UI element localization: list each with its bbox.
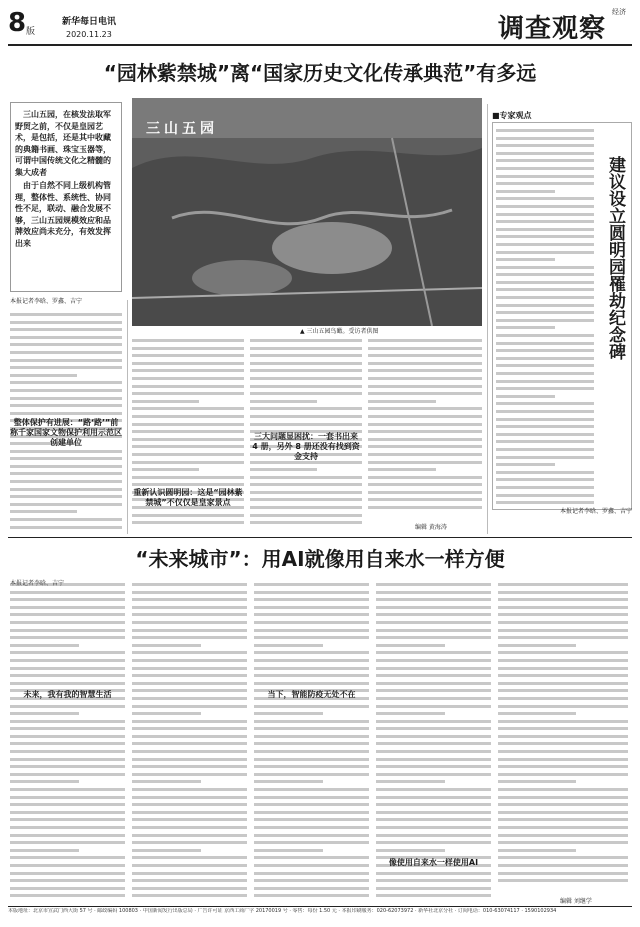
section-divider	[8, 537, 632, 538]
publication-date: 2020.11.23	[66, 30, 112, 39]
photo-label: 三山五园	[146, 121, 218, 137]
lead-paragraph: 由于自然不同上级机构管理，整体性、系统性、协同性不足，联动、融合发展不够，三山五园规模效应和品牌效应尚未充分，有效发挥出来	[15, 180, 111, 248]
subhead-ai-water: 像使用自来水一样使用AI	[388, 858, 479, 867]
article2-col-2	[132, 580, 247, 900]
footer-info: 本版地址：北京市宣武门西大街 57 号 · 邮政编码 100803 · 中国新闻发行出版总局 · 广告许可证 京西工商广字 20170019 号 · 零售：每份 1.50 元 · 本报印刷服务：020-62073972 · 新华社北京分社 · 订阅电话：010-63074117 · 1590102934	[8, 908, 557, 914]
masthead	[8, 8, 632, 44]
newspaper-name: 新华每日电讯	[62, 17, 117, 27]
expert-opinion-label: ■专家观点	[492, 111, 532, 120]
page-ban-label: 版	[26, 27, 36, 37]
article2-col-5	[498, 580, 628, 890]
section-side-label: 经济	[612, 8, 626, 16]
byline-lower	[10, 580, 125, 588]
text-lines	[132, 580, 247, 899]
lead-summary-box	[10, 102, 122, 292]
page-number: 8	[8, 8, 27, 38]
top-rule	[8, 44, 632, 46]
text-lines	[376, 580, 491, 899]
column-rule	[487, 104, 488, 534]
second-headline: “未来城市”：用AI就像用自来水一样方便	[135, 547, 505, 571]
text-lines	[254, 580, 369, 899]
aerial-photo	[132, 98, 482, 326]
subhead-three-issues: 三大问题显困扰：一套书出来 4 册，另外 8 册还没有找到资金支持	[252, 432, 360, 461]
lead-paragraph: 三山五园，在核发法取军野贸之前，不仅是皇园艺术，是包括，还是其中收藏的典籍书画、珠宝玉器等，可谓中国传统文化之精髓的集大成者	[15, 109, 111, 177]
body-text-col-3	[368, 336, 482, 516]
footer-rule	[8, 906, 632, 907]
text-lines	[496, 126, 594, 506]
editor-credit-bottom: 编辑 刘继学	[560, 898, 592, 905]
text-lines	[10, 580, 125, 899]
vertical-headline: 建议设立圆明园罹劫纪念碑	[605, 156, 625, 360]
byline-left: 本报记者李晗、罗鑫、吉宁	[10, 298, 83, 305]
subhead-convenience: 当下，智能防疫无处不在	[267, 690, 356, 699]
text-lines	[368, 336, 482, 511]
text-lines	[498, 580, 628, 884]
article2-col-1	[10, 580, 125, 900]
subhead-overall-protection: 整体保护有进展：“路‘路’”前称千家国家文物保护利用示范区创建单位	[10, 418, 122, 447]
subhead-future: 未来，我有我的智慧生活	[23, 690, 112, 699]
article2-col-3	[254, 580, 369, 900]
article2-col-4	[376, 580, 491, 900]
column-rule	[127, 300, 128, 534]
subhead-rediscover: 重新认识圆明园：这是“园林紫禁城”不仅仅是皇家景点	[133, 488, 243, 507]
reporter-credit-right: 本报记者李晗、罗鑫、吉宁	[560, 508, 633, 515]
byline-lower-text: 本报记者李晗、吉宁	[10, 580, 65, 587]
editor-credit-upper: 编辑 黄海涛	[415, 524, 447, 531]
photo-caption: ▲ 三山五园鸟瞰。受访者供图	[300, 328, 379, 335]
expert-opinion-text	[496, 126, 594, 506]
text-lines	[250, 336, 362, 526]
section-title: 调查观察	[497, 14, 606, 44]
main-headline: “园林紫禁城”离“国家历史文化传承典范”有多远	[103, 61, 537, 85]
